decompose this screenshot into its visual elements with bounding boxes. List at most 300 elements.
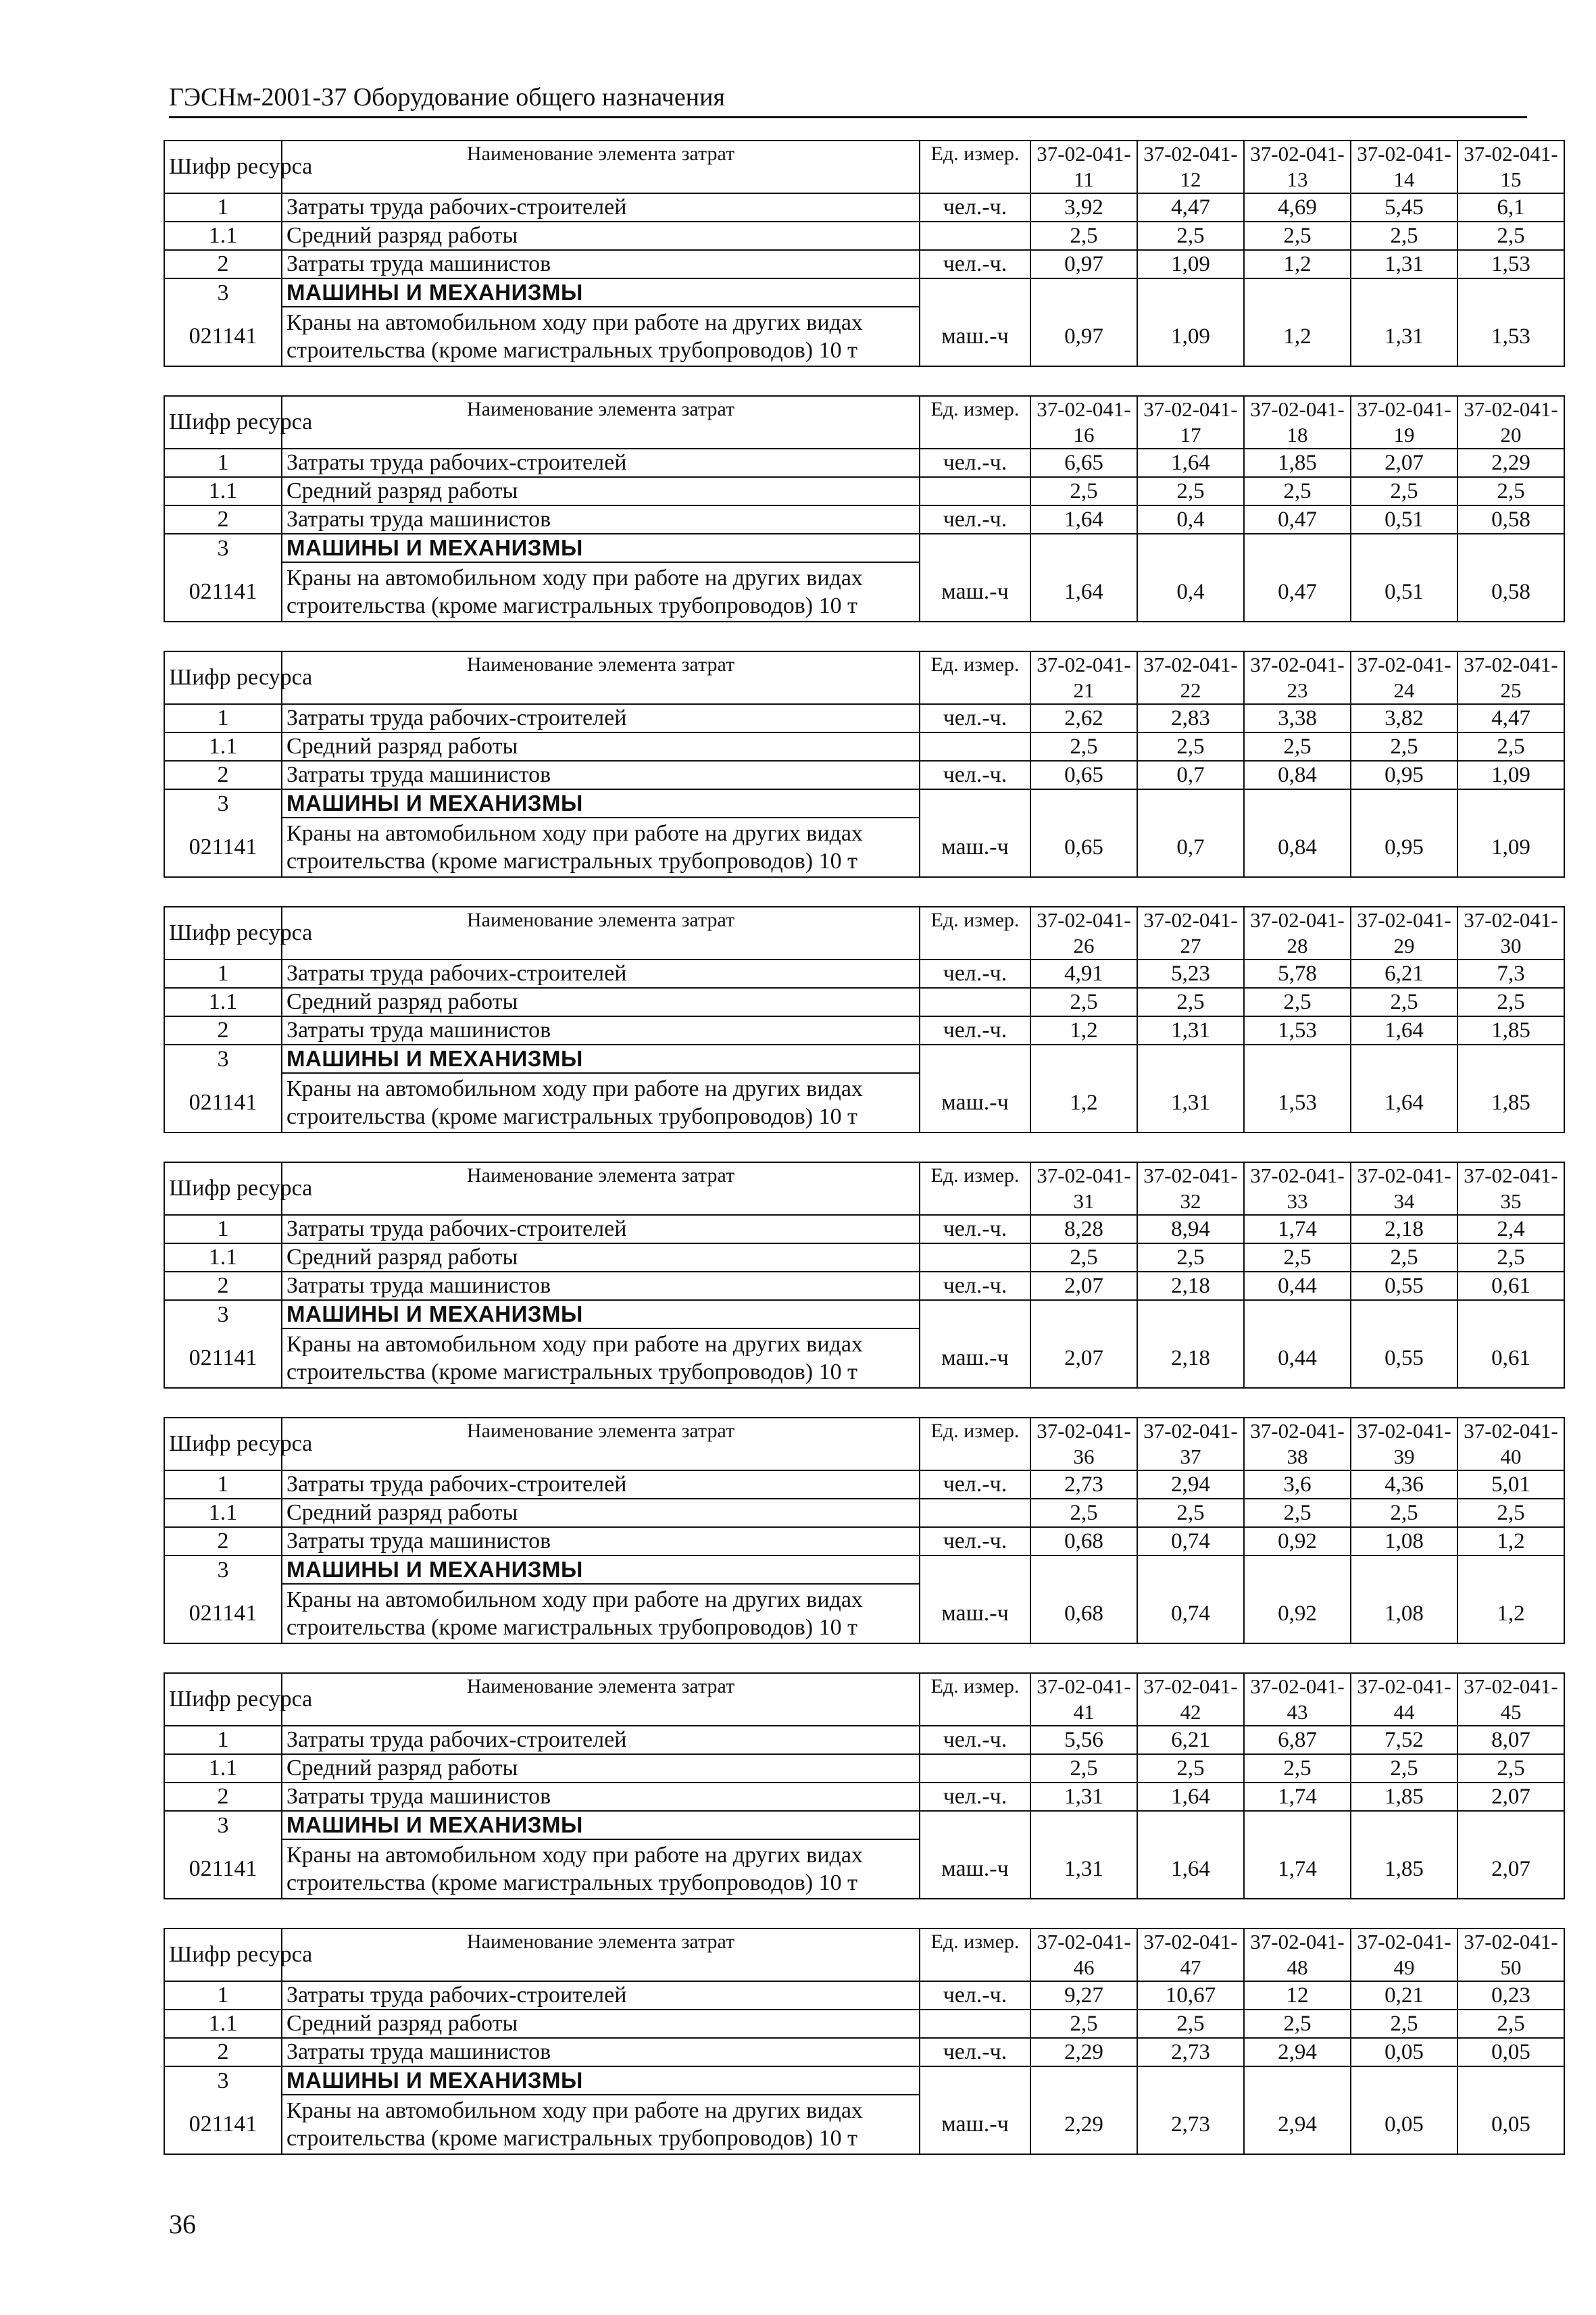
value-cell: 2,5 xyxy=(1244,988,1351,1016)
value-cell: 6,1 xyxy=(1457,193,1564,222)
value-cell: 1,64 xyxy=(1137,1783,1244,1811)
unit-header: Ед. измер. xyxy=(920,1418,1030,1470)
value-cell: 9,27 xyxy=(1030,1981,1137,2010)
resource-code: 1.1 xyxy=(164,1243,282,1272)
page-header: ГЭСНм-2001-37 Оборудование общего назначения xyxy=(169,82,1527,118)
norm-code: 37-02-041-33 xyxy=(1244,1162,1351,1215)
norm-code: 37-02-041-23 xyxy=(1244,651,1351,704)
crane-row xyxy=(164,1584,1564,1643)
value-cell: 2,5 xyxy=(1457,1754,1564,1783)
cost-element-name: Затраты труда рабочих-строителей xyxy=(282,193,920,222)
norm-code: 37-02-041-25 xyxy=(1457,651,1564,704)
value-cell: 0,05 xyxy=(1491,2112,1530,2137)
value-cell: 0,7 xyxy=(1137,761,1244,789)
unit xyxy=(920,1754,1030,1783)
value-cell: 1,64 xyxy=(1137,449,1244,477)
code-header: Шифр ресурса xyxy=(164,1928,282,1981)
empty-cell xyxy=(1030,789,1137,818)
resource-code: 2 xyxy=(164,250,282,278)
operators-row xyxy=(164,2038,1564,2066)
resource-code: 1.1 xyxy=(164,2010,282,2038)
norm-tables xyxy=(164,140,1558,2183)
unit: маш.-ч xyxy=(920,2095,1030,2154)
cost-element-name: Средний разряд работы xyxy=(282,2010,920,2038)
grade-row xyxy=(164,1499,1564,1527)
value-cell: 2,5 xyxy=(1137,1754,1244,1783)
cost-element-name: Затраты труда машинистов xyxy=(282,2038,920,2066)
cost-element-name: Средний разряд работы xyxy=(282,222,920,250)
value-cell: 2,5 xyxy=(1244,1499,1351,1527)
value-cell: 1,85 xyxy=(1491,1090,1530,1115)
norm-code: 37-02-041-40 xyxy=(1457,1418,1564,1470)
resource-code: 1 xyxy=(164,1215,282,1243)
value-cell: 10,67 xyxy=(1137,1981,1244,2010)
unit: чел.-ч. xyxy=(920,1016,1030,1045)
code-header: Шифр ресурса xyxy=(164,651,282,704)
norm-code: 37-02-041-17 xyxy=(1137,396,1244,449)
value-cell: 2,5 xyxy=(1137,477,1244,505)
norm-table xyxy=(164,1928,1565,2155)
unit-header: Ед. измер. xyxy=(920,651,1030,704)
section-heading: МАШИНЫ И МЕХАНИЗМЫ xyxy=(282,278,920,307)
norm-code: 37-02-041-18 xyxy=(1244,396,1351,449)
empty-cell xyxy=(1351,534,1457,562)
resource-code: 3 xyxy=(164,1300,282,1328)
unit: чел.-ч. xyxy=(920,1272,1030,1300)
norm-code: 37-02-041-37 xyxy=(1137,1418,1244,1470)
value-cell: 2,07 xyxy=(1457,1783,1564,1811)
cost-element-name: Затраты труда машинистов xyxy=(282,761,920,789)
value-cell: 1,74 xyxy=(1244,1839,1351,1899)
resource-code: 3 xyxy=(164,278,282,307)
value-cell: 1,09 xyxy=(1491,835,1530,860)
norm-code: 37-02-041-35 xyxy=(1457,1162,1564,1215)
machines-heading-row xyxy=(164,1555,1564,1584)
unit: чел.-ч. xyxy=(920,704,1030,732)
cost-element-name: Средний разряд работы xyxy=(282,988,920,1016)
value-cell: 1,85 xyxy=(1457,1016,1564,1045)
value-cell: 2,73 xyxy=(1030,1470,1137,1499)
unit xyxy=(920,534,1030,562)
grade-row xyxy=(164,1754,1564,1783)
empty-cell xyxy=(1244,1300,1351,1328)
code-header: Шифр ресурса xyxy=(164,907,282,960)
value-cell: 0,65 xyxy=(1030,818,1137,877)
section-heading: МАШИНЫ И МЕХАНИЗМЫ xyxy=(282,2066,920,2095)
norm-code: 37-02-041-21 xyxy=(1030,651,1137,704)
empty-cell xyxy=(1137,1045,1244,1073)
code-header: Шифр ресурса xyxy=(164,1673,282,1726)
norm-code: 37-02-041-46 xyxy=(1030,1928,1137,1981)
value-cell: 0,55 xyxy=(1351,1272,1457,1300)
cost-element-name: Затраты труда рабочих-строителей xyxy=(282,704,920,732)
value-cell: 5,78 xyxy=(1244,960,1351,988)
empty-cell xyxy=(1030,534,1137,562)
value-cell: 1,2 xyxy=(1457,1527,1564,1555)
empty-cell xyxy=(1137,1811,1244,1839)
cost-element-name: Краны на автомобильном ходу при работе на других видах строительства (кроме магистральных трубопроводов) 10 т xyxy=(282,562,920,622)
norm-code: 37-02-041-34 xyxy=(1351,1162,1457,1215)
value-cell: 0,47 xyxy=(1244,562,1351,622)
value-cell: 1,2 xyxy=(1030,1073,1137,1132)
unit: чел.-ч. xyxy=(920,1981,1030,2010)
empty-cell xyxy=(1030,2066,1137,2095)
labor-row xyxy=(164,449,1564,477)
empty-cell xyxy=(1244,534,1351,562)
resource-code: 2 xyxy=(164,505,282,534)
norm-code: 37-02-041-15 xyxy=(1457,141,1564,193)
unit: маш.-ч xyxy=(920,818,1030,877)
empty-cell xyxy=(1244,1045,1351,1073)
unit: маш.-ч xyxy=(920,1584,1030,1643)
unit-header: Ед. измер. xyxy=(920,1928,1030,1981)
value-cell: 2,62 xyxy=(1030,704,1137,732)
table-header-row xyxy=(164,1418,1564,1470)
norm-table xyxy=(164,1672,1565,1899)
operators-row xyxy=(164,1527,1564,1555)
value-cell: 3,92 xyxy=(1030,193,1137,222)
empty-cell xyxy=(1137,2066,1244,2095)
section-heading: МАШИНЫ И МЕХАНИЗМЫ xyxy=(282,789,920,818)
unit xyxy=(920,988,1030,1016)
unit-header: Ед. измер. xyxy=(920,1162,1030,1215)
value-cell: 0,95 xyxy=(1351,818,1457,877)
resource-code: 021141 xyxy=(164,1839,282,1899)
value-cell: 8,28 xyxy=(1030,1215,1137,1243)
table-header-row xyxy=(164,141,1564,193)
name-header: Наименование элемента затрат xyxy=(282,651,920,704)
value-cell: 1,31 xyxy=(1030,1783,1137,1811)
grade-row xyxy=(164,222,1564,250)
norm-code: 37-02-041-41 xyxy=(1030,1673,1137,1726)
empty-cell xyxy=(1457,1555,1564,1584)
value-cell: 5,01 xyxy=(1457,1470,1564,1499)
crane-row xyxy=(164,562,1564,622)
resource-code: 1 xyxy=(164,1470,282,1499)
name-header: Наименование элемента затрат xyxy=(282,1162,920,1215)
code-header: Шифр ресурса xyxy=(164,141,282,193)
empty-cell xyxy=(1457,789,1564,818)
value-cell: 1,08 xyxy=(1351,1527,1457,1555)
crane-row xyxy=(164,2095,1564,2154)
norm-code: 37-02-041-49 xyxy=(1351,1928,1457,1981)
value-cell: 1,64 xyxy=(1030,562,1137,622)
page-number: 36 xyxy=(169,2209,196,2239)
value-cell: 0,84 xyxy=(1244,761,1351,789)
norm-code: 37-02-041-42 xyxy=(1137,1673,1244,1726)
value-cell: 1,85 xyxy=(1244,449,1351,477)
cost-element-name: Средний разряд работы xyxy=(282,1243,920,1272)
resource-code: 3 xyxy=(164,2066,282,2095)
operators-row xyxy=(164,250,1564,278)
resource-code: 021141 xyxy=(164,562,282,622)
value-cell: 6,21 xyxy=(1351,960,1457,988)
unit: маш.-ч xyxy=(920,1328,1030,1388)
value-cell: 2,5 xyxy=(1457,222,1564,250)
value-cell: 0,23 xyxy=(1457,1981,1564,2010)
machines-heading-row xyxy=(164,1300,1564,1328)
value-cell: 2,5 xyxy=(1030,1243,1137,1272)
unit-header: Ед. измер. xyxy=(920,907,1030,960)
operators-row xyxy=(164,1783,1564,1811)
value-cell: 7,3 xyxy=(1457,960,1564,988)
value-cell: 0,47 xyxy=(1244,505,1351,534)
norm-code: 37-02-041-11 xyxy=(1030,141,1137,193)
cost-element-name: Затраты труда машинистов xyxy=(282,1527,920,1555)
value-cell: 2,5 xyxy=(1351,988,1457,1016)
unit: чел.-ч. xyxy=(920,1470,1030,1499)
crane-row xyxy=(164,1839,1564,1899)
value-cell: 0,05 xyxy=(1351,2095,1457,2154)
norm-code: 37-02-041-48 xyxy=(1244,1928,1351,1981)
value-cell: 4,36 xyxy=(1351,1470,1457,1499)
value-cell: 1,31 xyxy=(1351,307,1457,366)
value-cell: 2,5 xyxy=(1137,222,1244,250)
value-cell: 2,5 xyxy=(1244,732,1351,761)
value-cell: 1,64 xyxy=(1137,1839,1244,1899)
value-cell: 1,64 xyxy=(1351,1073,1457,1132)
value-cell: 1,2 xyxy=(1244,307,1351,366)
value-cell: 0,4 xyxy=(1137,505,1244,534)
value-cell: 6,65 xyxy=(1030,449,1137,477)
unit-header: Ед. измер. xyxy=(920,396,1030,449)
value-cell: 2,5 xyxy=(1030,1499,1137,1527)
table-header-row xyxy=(164,907,1564,960)
empty-cell xyxy=(1244,278,1351,307)
empty-cell xyxy=(1457,1811,1564,1839)
cost-element-name: Средний разряд работы xyxy=(282,477,920,505)
value-cell: 0,68 xyxy=(1030,1527,1137,1555)
value-cell: 1,09 xyxy=(1457,761,1564,789)
value-cell: 2,5 xyxy=(1244,1243,1351,1272)
name-header: Наименование элемента затрат xyxy=(282,907,920,960)
value-cell: 3,82 xyxy=(1351,704,1457,732)
value-cell: 2,94 xyxy=(1244,2095,1351,2154)
value-cell: 1,08 xyxy=(1351,1584,1457,1643)
unit xyxy=(920,222,1030,250)
value-cell: 2,5 xyxy=(1137,988,1244,1016)
norm-code: 37-02-041-47 xyxy=(1137,1928,1244,1981)
value-cell: 2,5 xyxy=(1244,2010,1351,2038)
value-cell: 0,51 xyxy=(1351,505,1457,534)
value-cell: 0,92 xyxy=(1244,1527,1351,1555)
value-cell: 5,23 xyxy=(1137,960,1244,988)
value-cell: 3,6 xyxy=(1244,1470,1351,1499)
empty-cell xyxy=(1457,2066,1564,2095)
value-cell: 2,5 xyxy=(1351,1754,1457,1783)
value-cell: 2,18 xyxy=(1137,1328,1244,1388)
norm-code: 37-02-041-44 xyxy=(1351,1673,1457,1726)
labor-row xyxy=(164,193,1564,222)
crane-row xyxy=(164,1073,1564,1132)
value-cell: 1,64 xyxy=(1030,505,1137,534)
resource-code: 2 xyxy=(164,1527,282,1555)
value-cell: 8,94 xyxy=(1137,1215,1244,1243)
value-cell: 0,51 xyxy=(1351,562,1457,622)
grade-row xyxy=(164,477,1564,505)
empty-cell xyxy=(1244,1555,1351,1584)
value-cell: 1,85 xyxy=(1351,1839,1457,1899)
unit-header: Ед. измер. xyxy=(920,1673,1030,1726)
value-cell: 4,47 xyxy=(1457,704,1564,732)
value-cell: 8,07 xyxy=(1457,1726,1564,1754)
table-header-row xyxy=(164,651,1564,704)
unit xyxy=(920,2066,1030,2095)
value-cell: 1,74 xyxy=(1244,1215,1351,1243)
resource-code: 2 xyxy=(164,1016,282,1045)
section-heading: МАШИНЫ И МЕХАНИЗМЫ xyxy=(282,1045,920,1073)
value-cell: 4,47 xyxy=(1137,193,1244,222)
norm-code: 37-02-041-22 xyxy=(1137,651,1244,704)
value-cell: 0,97 xyxy=(1030,307,1137,366)
cost-element-name: Затраты труда рабочих-строителей xyxy=(282,449,920,477)
cost-element-name: Затраты труда машинистов xyxy=(282,250,920,278)
resource-code: 1 xyxy=(164,193,282,222)
norm-code: 37-02-041-19 xyxy=(1351,396,1457,449)
machines-heading-row xyxy=(164,789,1564,818)
value-cell: 0,68 xyxy=(1030,1584,1137,1643)
norm-code: 37-02-041-16 xyxy=(1030,396,1137,449)
value-cell: 2,5 xyxy=(1351,1243,1457,1272)
value-cell: 2,5 xyxy=(1030,1754,1137,1783)
unit: чел.-ч. xyxy=(920,1726,1030,1754)
value-cell: 0,44 xyxy=(1244,1272,1351,1300)
unit xyxy=(920,477,1030,505)
value-cell: 0,05 xyxy=(1351,2038,1457,2066)
name-header: Наименование элемента затрат xyxy=(282,1418,920,1470)
value-cell: 1,09 xyxy=(1137,250,1244,278)
unit: чел.-ч. xyxy=(920,1527,1030,1555)
value-cell: 0,05 xyxy=(1457,2038,1564,2066)
norm-code: 37-02-041-27 xyxy=(1137,907,1244,960)
crane-row xyxy=(164,307,1564,366)
table-header-row xyxy=(164,396,1564,449)
value-cell: 0,58 xyxy=(1491,579,1530,604)
labor-row xyxy=(164,1215,1564,1243)
unit: маш.-ч xyxy=(920,1839,1030,1899)
resource-code: 3 xyxy=(164,789,282,818)
empty-cell xyxy=(1030,1300,1137,1328)
resource-code: 1 xyxy=(164,449,282,477)
value-cell: 2,07 xyxy=(1351,449,1457,477)
cost-element-name: Краны на автомобильном ходу при работе на других видах строительства (кроме магистральных трубопроводов) 10 т xyxy=(282,818,920,877)
value-cell: 6,87 xyxy=(1244,1726,1351,1754)
norm-code: 37-02-041-28 xyxy=(1244,907,1351,960)
value-cell: 5,56 xyxy=(1030,1726,1137,1754)
unit xyxy=(920,2010,1030,2038)
empty-cell xyxy=(1457,278,1564,307)
norm-table xyxy=(164,906,1565,1133)
labor-row xyxy=(164,1981,1564,2010)
value-cell: 2,5 xyxy=(1244,222,1351,250)
value-cell: 2,5 xyxy=(1351,1499,1457,1527)
table-header-row xyxy=(164,1673,1564,1726)
empty-cell xyxy=(1137,1300,1244,1328)
cost-element-name: Средний разряд работы xyxy=(282,1754,920,1783)
value-cell: 2,5 xyxy=(1137,1243,1244,1272)
unit xyxy=(920,1243,1030,1272)
labor-row xyxy=(164,960,1564,988)
empty-cell xyxy=(1030,1811,1137,1839)
resource-code: 1 xyxy=(164,1981,282,2010)
value-cell: 0,97 xyxy=(1030,250,1137,278)
norm-code: 37-02-041-45 xyxy=(1457,1673,1564,1726)
unit xyxy=(920,1555,1030,1584)
value-cell: 1,53 xyxy=(1244,1016,1351,1045)
section-heading: МАШИНЫ И МЕХАНИЗМЫ xyxy=(282,1811,920,1839)
value-cell: 2,5 xyxy=(1030,988,1137,1016)
value-cell: 2,73 xyxy=(1137,2038,1244,2066)
resource-code: 021141 xyxy=(164,2095,282,2154)
norm-code: 37-02-041-31 xyxy=(1030,1162,1137,1215)
value-cell: 2,5 xyxy=(1457,1499,1564,1527)
value-cell: 2,94 xyxy=(1137,1470,1244,1499)
cost-element-name: Затраты труда машинистов xyxy=(282,1272,920,1300)
norm-code: 37-02-041-24 xyxy=(1351,651,1457,704)
unit: чел.-ч. xyxy=(920,1783,1030,1811)
resource-code: 1 xyxy=(164,960,282,988)
empty-cell xyxy=(1244,1811,1351,1839)
name-header: Наименование элемента затрат xyxy=(282,1928,920,1981)
cost-element-name: Краны на автомобильном ходу при работе на других видах строительства (кроме магистральных трубопроводов) 10 т xyxy=(282,307,920,366)
norm-table xyxy=(164,1417,1565,1644)
norm-table xyxy=(164,395,1565,622)
value-cell: 0,61 xyxy=(1457,1272,1564,1300)
resource-code: 021141 xyxy=(164,1073,282,1132)
grade-row xyxy=(164,2010,1564,2038)
value-cell: 7,52 xyxy=(1351,1726,1457,1754)
crane-row xyxy=(164,818,1564,877)
empty-cell xyxy=(1137,278,1244,307)
resource-code: 1.1 xyxy=(164,732,282,761)
machines-heading-row xyxy=(164,2066,1564,2095)
empty-cell xyxy=(1351,2066,1457,2095)
value-cell: 3,38 xyxy=(1244,704,1351,732)
value-cell: 2,5 xyxy=(1137,732,1244,761)
resource-code: 1.1 xyxy=(164,477,282,505)
value-cell: 2,29 xyxy=(1030,2095,1137,2154)
code-header: Шифр ресурса xyxy=(164,396,282,449)
cost-element-name: Краны на автомобильном ходу при работе на других видах строительства (кроме магистральных трубопроводов) 10 т xyxy=(282,1839,920,1899)
resource-code: 1.1 xyxy=(164,1754,282,1783)
crane-row xyxy=(164,1328,1564,1388)
value-cell: 2,5 xyxy=(1351,2010,1457,2038)
empty-cell xyxy=(1457,534,1564,562)
value-cell: 1,2 xyxy=(1497,1601,1525,1626)
value-cell: 2,5 xyxy=(1030,732,1137,761)
unit: маш.-ч xyxy=(920,562,1030,622)
grade-row xyxy=(164,1243,1564,1272)
empty-cell xyxy=(1244,2066,1351,2095)
value-cell: 2,5 xyxy=(1137,1499,1244,1527)
resource-code: 1.1 xyxy=(164,1499,282,1527)
value-cell: 2,07 xyxy=(1030,1328,1137,1388)
value-cell: 2,5 xyxy=(1351,222,1457,250)
value-cell: 2,5 xyxy=(1351,732,1457,761)
empty-cell xyxy=(1457,1300,1564,1328)
unit xyxy=(920,789,1030,818)
norm-code: 37-02-041-43 xyxy=(1244,1673,1351,1726)
cost-element-name: Средний разряд работы xyxy=(282,1499,920,1527)
name-header: Наименование элемента затрат xyxy=(282,1673,920,1726)
operators-row xyxy=(164,1016,1564,1045)
norm-code: 37-02-041-38 xyxy=(1244,1418,1351,1470)
resource-code: 021141 xyxy=(164,818,282,877)
value-cell: 2,29 xyxy=(1030,2038,1137,2066)
norm-code: 37-02-041-39 xyxy=(1351,1418,1457,1470)
resource-code: 2 xyxy=(164,761,282,789)
cost-element-name: Краны на автомобильном ходу при работе на других видах строительства (кроме магистральных трубопроводов) 10 т xyxy=(282,1584,920,1643)
